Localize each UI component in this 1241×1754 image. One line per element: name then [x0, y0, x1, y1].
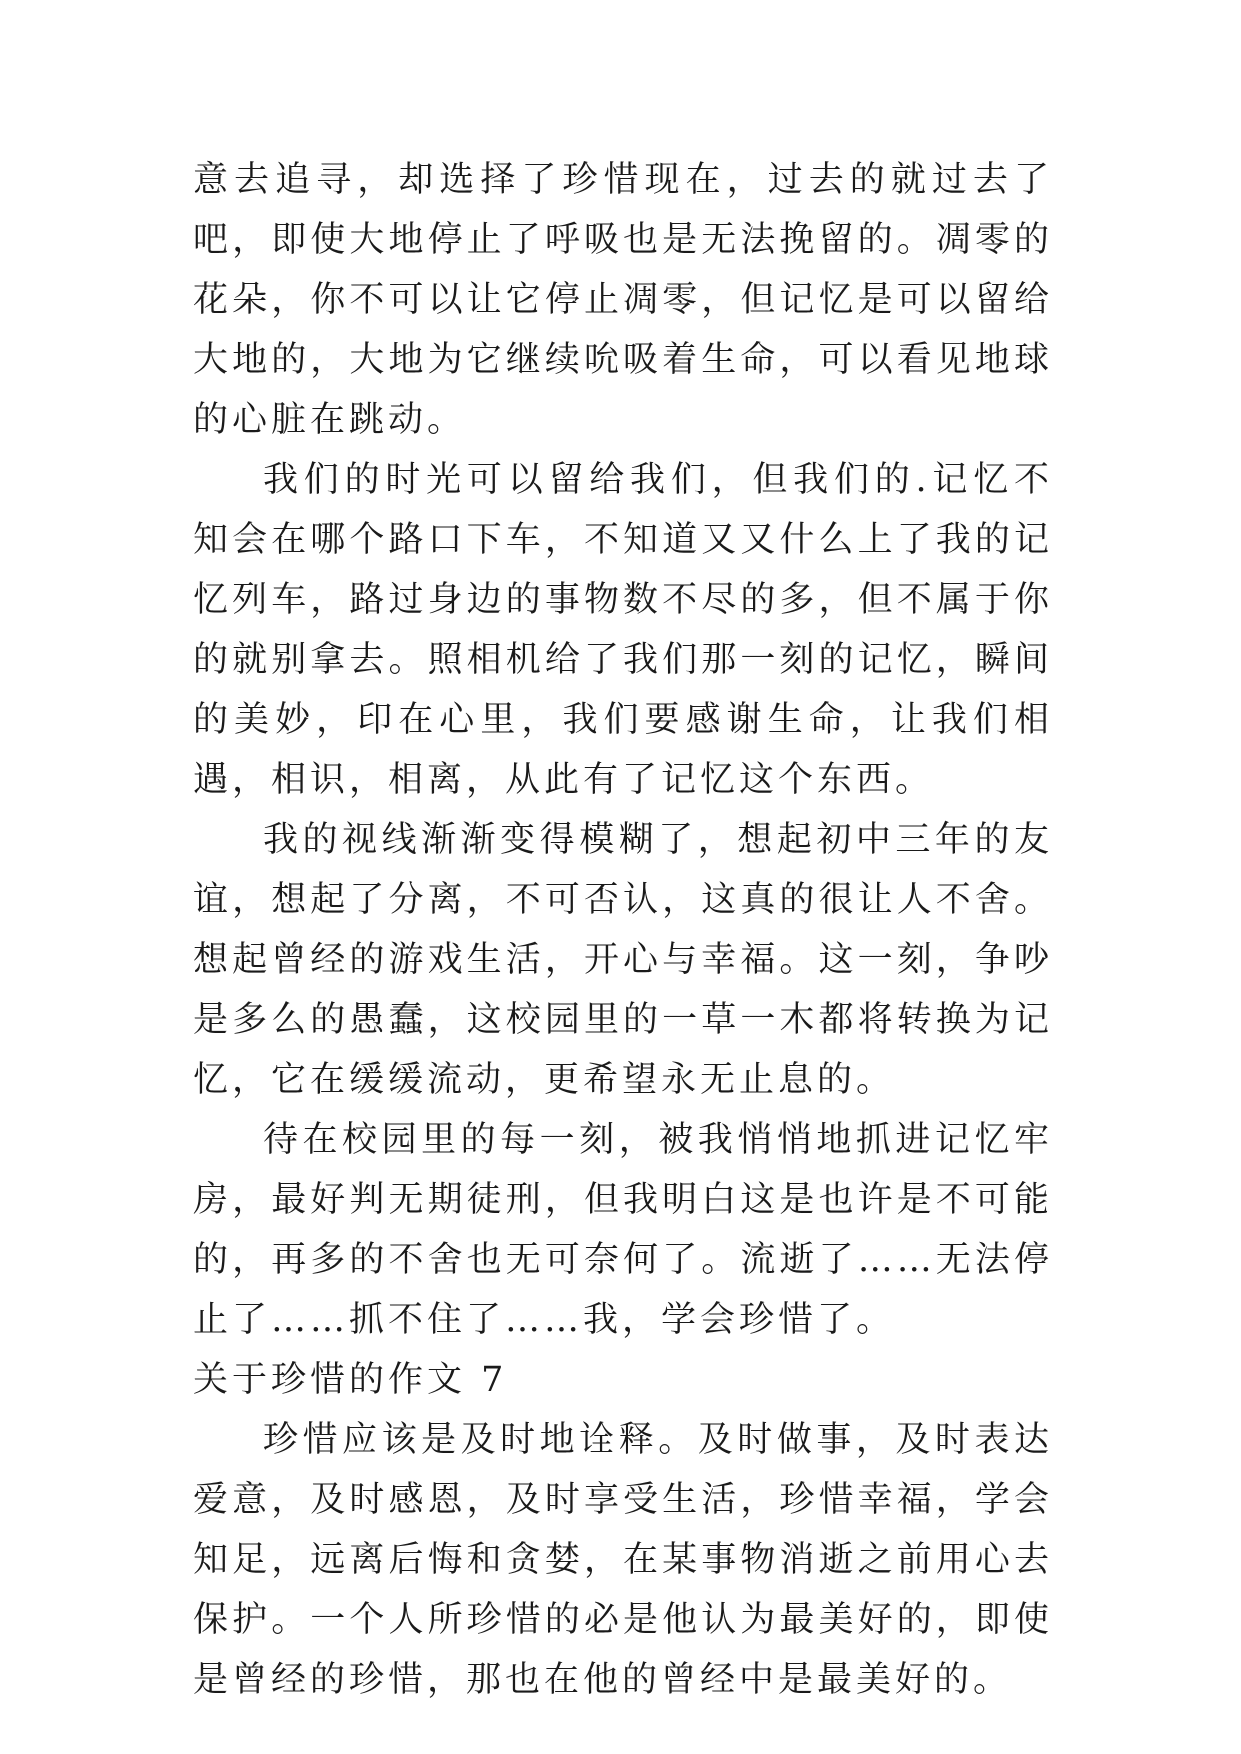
- section-heading: 关于珍惜的作文 7: [193, 1360, 508, 1400]
- paragraph-5: 珍惜应该是及时地诠释。及时做事，及时表达爱意，及时感恩，及时享受生活，珍惜幸福，学会知足，远离后悔和贪婪，在某事物消逝之前用心去保护。一个人所珍惜的必是他认为最美好的，即使是曾经的珍惜，那也在他的曾经中是最美好的。: [193, 1420, 1053, 1700]
- paragraph-2: 我们的时光可以留给我们，但我们的.记忆不知会在哪个路口下车，不知道又又什么上了我的记忆列车，路过身边的事物数不尽的多，但不属于你的就别拿去。照相机给了我们那一刻的记忆，瞬间的美妙，印在心里，我们要感谢生命，让我们相遇，相识，相离，从此有了记忆这个东西。: [193, 460, 1053, 800]
- paragraph-3: 我的视线渐渐变得模糊了，想起初中三年的友谊，想起了分离，不可否认，这真的很让人不舍。想起曾经的游戏生活，开心与幸福。这一刻，争吵是多么的愚蠢，这校园里的一草一木都将转换为记忆，它在缓缓流动，更希望永无止息的。: [193, 820, 1053, 1100]
- document-page: [193, 150, 1053, 1710]
- paragraph-1: 意去追寻，却选择了珍惜现在，过去的就过去了吧，即使大地停止了呼吸也是无法挽留的。凋零的花朵，你不可以让它停止凋零，但记忆是可以留给大地的，大地为它继续吮吸着生命，可以看见地球的心脏在跳动。: [193, 160, 1053, 440]
- paragraph-4: 待在校园里的每一刻，被我悄悄地抓进记忆牢房，最好判无期徒刑，但我明白这是也许是不可能的，再多的不舍也无可奈何了。流逝了……无法停止了……抓不住了……我，学会珍惜了。: [193, 1120, 1053, 1340]
